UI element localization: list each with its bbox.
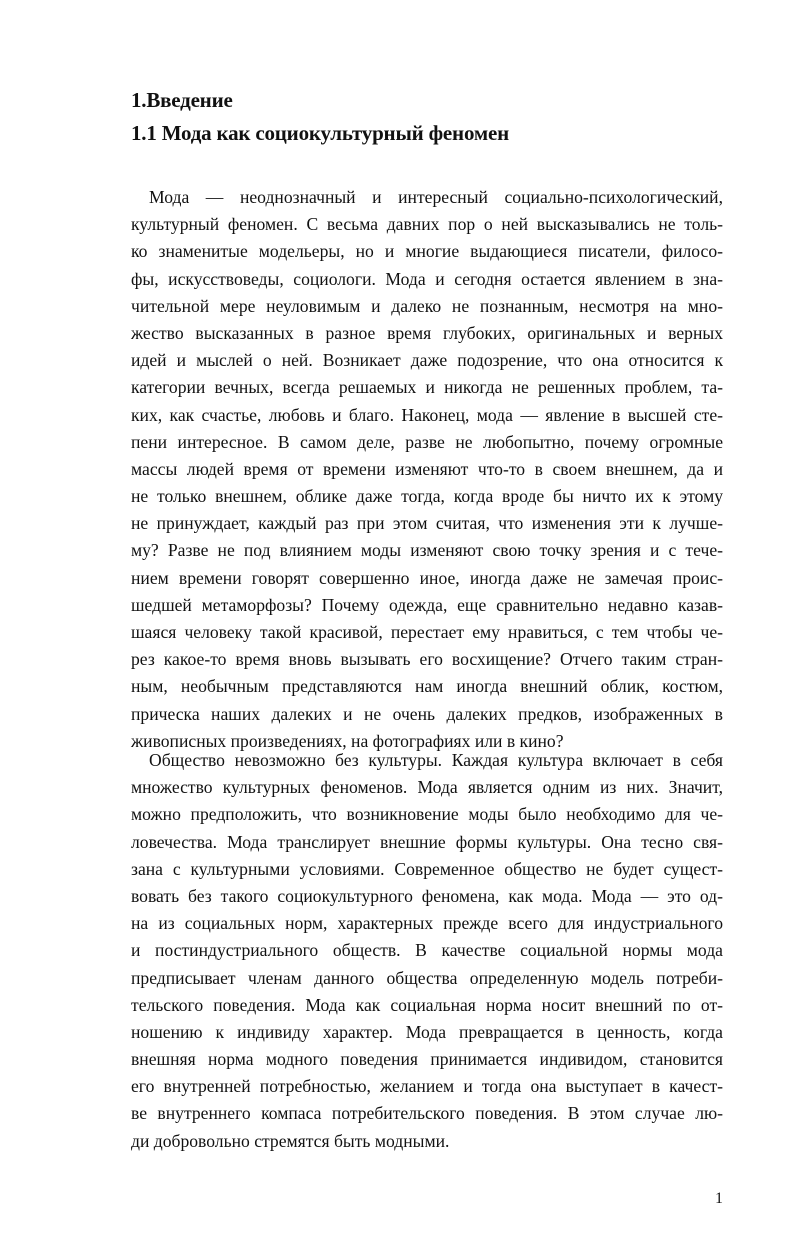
text-line: тельского поведения. Мода как социальная норма носит внешний по от- [131,994,723,1015]
text-line: ких, как счастье, любовь и благо. Наконец, мода — явление в высшей сте- [131,404,723,425]
text-line: вовать без такого социокультурного феномена, как мода. Мода — это од- [131,885,723,906]
text-line: идей и мыслей о ней. Возникает даже подозрение, что она относится к [131,350,723,371]
text-line: Общество невозможно без культуры. Каждая культура включает в себя [149,750,723,770]
text-line: множество культурных феноменов. Мода является одним из них. Значит, [131,777,723,798]
text-line: категории вечных, всегда решаемых и никогда не решенных проблем, та- [131,377,723,398]
text-line: му? Разве не под влиянием моды изменяют свою точку зрения и с тече- [131,540,723,561]
text-line: не только внешнем, облике даже тогда, когда вроде бы ничто их к этому [131,486,723,507]
text-line: фы, искусствоведы, социологи. Мода и сегодня остается явлением в зна- [131,268,723,289]
paragraph-2 [131,747,723,1155]
text-line: его внутренней потребностью, желанием и тогда она выступает в качест- [131,1076,723,1097]
text-line: рез какое-то время вновь вызывать его восхищение? Отчего таким стран- [131,649,723,670]
text-line: не принуждает, каждый раз при этом считая, что изменения эти к лучше- [131,513,723,534]
text-line: зана с культурными условиями. Современное общество не будет сущест- [131,858,723,879]
text-line: нием времени говорят совершенно иное, иногда даже не замечая проис- [131,567,723,588]
text-line: предписывает членам данного общества определенную модель потреби- [131,967,723,988]
text-line: пени интересное. В самом деле, разве не любопытно, почему огромные [131,431,723,452]
text-line: ко знаменитые модельеры, но и многие выдающиеся писатели, филосо- [131,241,723,262]
text-line: ди добровольно стремятся быть модными. [131,1130,450,1151]
text-line: жество высказанных в разное время глубоких, оригинальных и верных [131,322,723,343]
text-line: на из социальных норм, характерных прежде всего для индустриального [131,913,723,934]
text-line: ным, необычным представляются нам иногда внешний облик, костюм, [131,676,723,697]
text-line: можно предположить, что возникновение моды было необходимо для че- [131,804,723,825]
text-line: ношению к индивиду характер. Мода превращается в ценность, когда [131,1021,723,1042]
page-number: 1 [715,1190,723,1207]
text-line: внешняя норма модного поведения принимается индивидом, становится [131,1049,723,1070]
paragraph-1 [131,184,723,755]
text-line: чительной мере неуловимым и далеко не познанным, несмотря на мно- [131,295,723,316]
text-line: Мода — неоднозначный и интересный социально-психологический, [149,187,723,207]
section-title: 1.Введение [131,88,233,112]
text-line: шедшей метаморфозы? Почему одежда, еще сравнительно недавно казав- [131,594,723,615]
subsection-title: 1.1 Мода как социокультурный феномен [131,121,509,145]
text-line: массы людей время от времени изменяют что-то в своем внешнем, да и [131,458,723,479]
text-line: культурный феномен. С весьма давних пор о ней высказывались не толь- [131,214,723,235]
text-line: шаяся человеку такой красивой, перестает ему нравиться, с тем чтобы че- [131,622,723,642]
text-line: ве внутреннего компаса потребительского поведения. В этом случае лю- [131,1103,723,1124]
text-line: и постиндустриального обществ. В качестве социальной нормы мода [131,940,723,961]
text-line: прическа наших далеких и не очень далеких предков, изображенных в [131,703,723,724]
text-line: ловечества. Мода транслирует внешние формы культуры. Она тесно свя- [131,831,723,852]
text-line: живописных произведениях, на фотографиях или в кино? [131,730,564,751]
